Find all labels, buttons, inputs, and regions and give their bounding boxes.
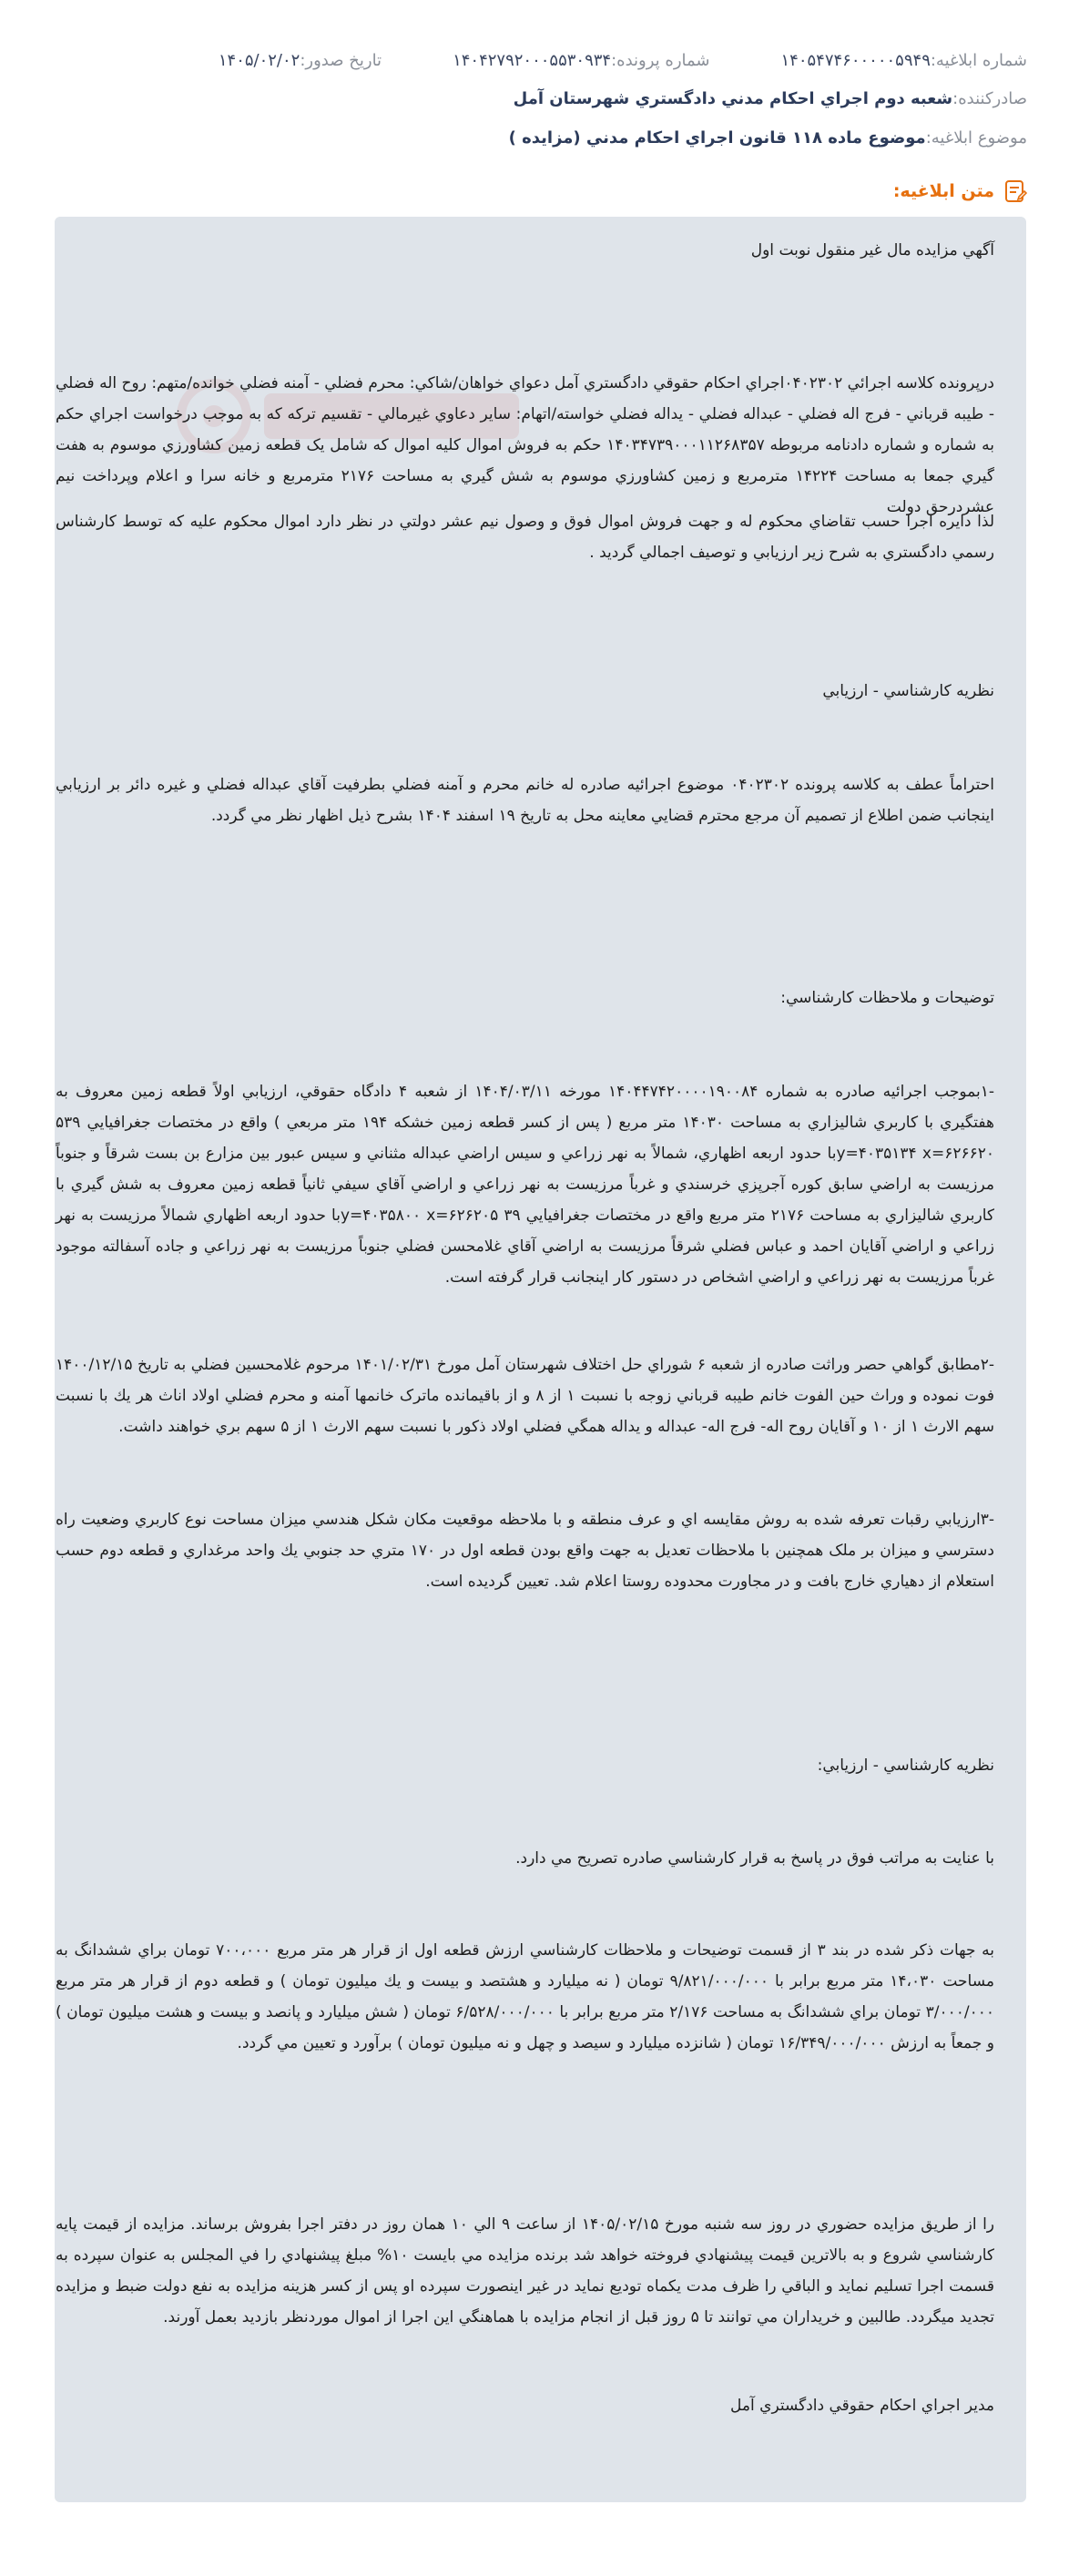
expert-notes-heading: توضيحات و ملاحظات کارشناسي:	[780, 989, 994, 1007]
expert-note-1: -۱بموجب اجرائيه صادره به شماره ۱۴۰۴۴۷۴۲۰۰۰۰۱۹۰۰۸۴ مورخه ۱۴۰۴/۰۳/۱۱ از شعبه ۴ دادگاه حقوقي، ارزيابي اولاً قطعه زمين معروف به هفتگيري با کاربري شاليزاري به مساحت ۱۴۰۳۰ متر مربع ( پس از کسر قطعه زمين خشکه ۱۹۴ متر مربعي ) واقع در مختصات جغرافيايي ۵۳۹ y=۴۰۳۵۱۳۴ x=۶۲۶۶۲۰با حدود اربعه اظهاري، شمالاً به نهر زراعي و سيس اراضي عبداله مثناني و سيس عبور بين مزارع بن بست شرقاً و جنوباً مرزيست به اراضي سابق کوره آجرپزي خرسندي و غرباً مرزيست به نهر زراعي و اراضي آقاي سيفي ثانياً قطعه زمين معروف به شش گيري با کاربري شاليزاري به مساحت ۲۱۷۶ متر مربع واقع در مختصات جغرافيايي ۳۹ y=۴۰۳۵۸۰۰ x=۶۲۶۲۰۵با حدود اربعه اظهاري شمالاً مرزيست به نهر زراعي و اراضي آقايان احمد و عباس فضلي شرقاً مرزيست به اراضي آقاي غلامحسن فضلي جنوباً مرزيست به نهر زراعي و جاده آسفالته موجود غرباً مرزيست به نهر زراعي و اراضي اشخاص در دستور کار اينجانب قرار گرفته است.	[56, 1083, 995, 1287]
notice-meta-row	[42, 49, 1027, 73]
issuer-row	[42, 87, 1027, 111]
issuer-value: شعبه دوم اجراي احكام مدني دادگستري شهرستان آمل	[513, 89, 953, 108]
expert-note-2: -۲مطابق گواهي حصر وراثت صادره از شعبه ۶ شوراي حل اختلاف شهرستان آمل مورخ ۱۴۰۱/۰۲/۳۱ مرحوم غلامحسين فضلي به تاريخ ۱۴۰۰/۱۲/۱۵ فوت نموده و وراث حين الفوت خانم طيبه قرباني زوجه با نسبت ۱ از ۸ و از باقيمانده ماترک خانمها آمنه و محرم فضلي اولاد اناث هر يك با نسبت سهم الارث ۱ از ۱۰ و آقايان روح اله- فرج اله- عبداله و يداله همگي فضلي اولاد ذکور با نسبت سهم الارث ۱ از ۵ سهم بري خواهند داشت.	[56, 1356, 994, 1436]
auction-terms-paragraph: را از طريق مزايده حضوري در روز سه شنبه مورخ ۱۴۰۵/۰۲/۱۵ از ساعت ۹ الي ۱۰ همان روز در دفتر اجرا بفروش برساند. مزايده از قيمت پايه كارشناسي شروع و به بالاترين قيمت پيشنهادي فروخته خواهد شد برنده مزايده مي بايست ۱۰% مبلغ پيشنهادي را في المجلس به عنوان سپرده به قسمت اجرا تسليم نمايد و الباقي را ظرف مدت يكماه توديع نمايد در غير اينصورت سپرده او پس از كسر هزينه مزايده به نفع دولت ضبط و مزايده تجديد ميگردد. طالبين و خريداران مي توانند تا ۵ روز قبل از انجام مزايده با هماهنگي اين اجرا از اموال موردنظر بازديد بعمل آورند.	[56, 2215, 994, 2327]
notice-number	[781, 49, 1028, 73]
notice-number-label: شماره ابلاغيه:	[930, 51, 1027, 70]
expert-intro-paragraph: احتراماً عطف به کلاسه پرونده ۰۴۰۲۳۰۲ موضوع اجرائيه صادره له خانم محرم و آمنه فضلي بطرفيت آقاي عبداله فضلي و غيره دائر بر ارزيابي اينجانب ضمن اطلاع از تصميم آن مرجع محترم قضايي معاينه محل به تاريخ ۱۹ اسفند ۱۴۰۴ بشرح ذيل اظهار نظر مي گردد.	[56, 776, 994, 825]
notice-text-title: متن ابلاغيه:	[892, 181, 994, 201]
case-number-value: ۱۴۰۴۲۷۹۲۰۰۰۵۵۳۰۹۳۴	[453, 51, 612, 70]
auction-title: آگهي مزايده مال غير منقول نوبت اول	[750, 241, 994, 260]
subject-label: موضوع ابلاغيه:	[925, 128, 1027, 148]
issuer-label: صادرکننده:	[952, 89, 1027, 108]
valuation-paragraph: به جهات ذکر شده در بند ۳ از قسمت توضيحات و ملاحظات کارشناسي ارزش قطعه اول از قرار هر متر مربع ۷۰۰،۰۰۰ تومان براي ششدانگ به مساحت ۱۴،۰۳۰ متر مربع برابر با ۹/۸۲۱/۰۰۰/۰۰۰ تومان ( نه ميليارد و هشتصد و بيست و يك ميليون تومان ) و قطعه دوم از قرار هر متر مربع ۳/۰۰۰/۰۰۰ تومان براي ششدانگ به مساحت ۲/۱۷۶ متر مربع برابر با ۶/۵۲۸/۰۰۰/۰۰۰ تومان ( شش ميليارد و پانصد و بيست و هشت ميليون تومان ) و جمعاً به ارزش ۱۶/۳۴۹/۰۰۰/۰۰۰ تومان ( شانزده ميليارد و سيصد و چهل و نه ميليون تومان ) برآورد و تعيين مي گردد.	[56, 1941, 995, 2052]
execution-office-paragraph: لذا دايره اجرا حسب تقاضاي محكوم له و جهت فروش اموال فوق و وصول نيم عشر دولتي در نظر دارد اموال محكوم عليه كه توسط كارشناس رسمي دادگستري به شرح زير ارزيابي و توصيف اجمالي گرديد .	[56, 513, 994, 562]
issue-date-value: ۱۴۰۵/۰۲/۰۲	[218, 51, 300, 70]
issue-date-label: تاريخ صدور:	[300, 51, 382, 70]
valuation-intro: با عنايت به مراتب فوق در پاسخ به قرار کارشناسي صادره تصريح مي دارد.	[515, 1849, 994, 1868]
signature-line: مدير اجراي احكام حقوقي دادگستري آمل	[730, 2397, 994, 2415]
notice-number-value: ۱۴۰۵۴۷۴۶۰۰۰۰۰۵۹۴۹	[780, 51, 931, 70]
case-number-label: شماره پرونده:	[611, 51, 710, 70]
notice-text-icon	[1003, 178, 1027, 204]
case-description-paragraph: درپرونده كلاسه اجرائي ۰۴۰۲۳۰۲اجراي احكام حقوقي دادگستري آمل دعواي خواهان/شاكي: محرم فضلي - آمنه فضلي خوانده/متهم: روح اله فضلي - طيبه قرباني - فرج اله فضلي - عبداله فضلي - يداله فضلي خواسته/اتهام: ساير دعاوي غيرمالي - تقسيم ترکه که به موجب درخواست اجراي حکم به شماره و شماره دادنامه مربوطه ۱۴۰۳۴۷۳۹۰۰۰۱۱۲۶۸۳۵۷ حكم به فروش اموال كليه اموال كه شامل يک قطعه زمين کشاورزي موسوم به هفت گيري جمعا به مساحت ۱۴۲۲۴ مترمربع و زمين کشاورزي موسوم به شش گيري به مساحت ۲۱۷۶ مترمربع و خانه سرا و اعلام وپرداخت نيم عشردرحق دولت	[56, 374, 994, 516]
subject-value: موضوع ماده ۱۱۸ قانون اجراي احکام مدني (مزايده )	[508, 128, 926, 148]
expert-opinion-heading: نظريه کارشناسي - ارزيابي	[822, 682, 994, 700]
valuation-heading: نظريه کارشناسي - ارزيابي:	[817, 1756, 994, 1775]
issue-date	[219, 49, 382, 73]
notice-text-heading	[893, 178, 1027, 204]
expert-note-3: -۳ارزيابي رقبات تعرفه شده به روش مقايسه اي و عرف منطقه و با ملاحظه موقعيت مکان شکل هندسي ميزان مساحت نوع کاربري وضعيت راه دسترسي و ميزان بر ملک همچنين با ملاحظات تعديل به جهت واقع بودن قطعه اول در ۱۷۰ متري حد جنوبي يك واحد مرغداري و قطعه دوم حسب استعلام از دهياري خارج بافت و در مجاورت محدوده روستا اعلام شد. تعيين گرديده است.	[56, 1511, 994, 1591]
subject-row	[42, 127, 1027, 150]
case-number	[453, 49, 709, 73]
